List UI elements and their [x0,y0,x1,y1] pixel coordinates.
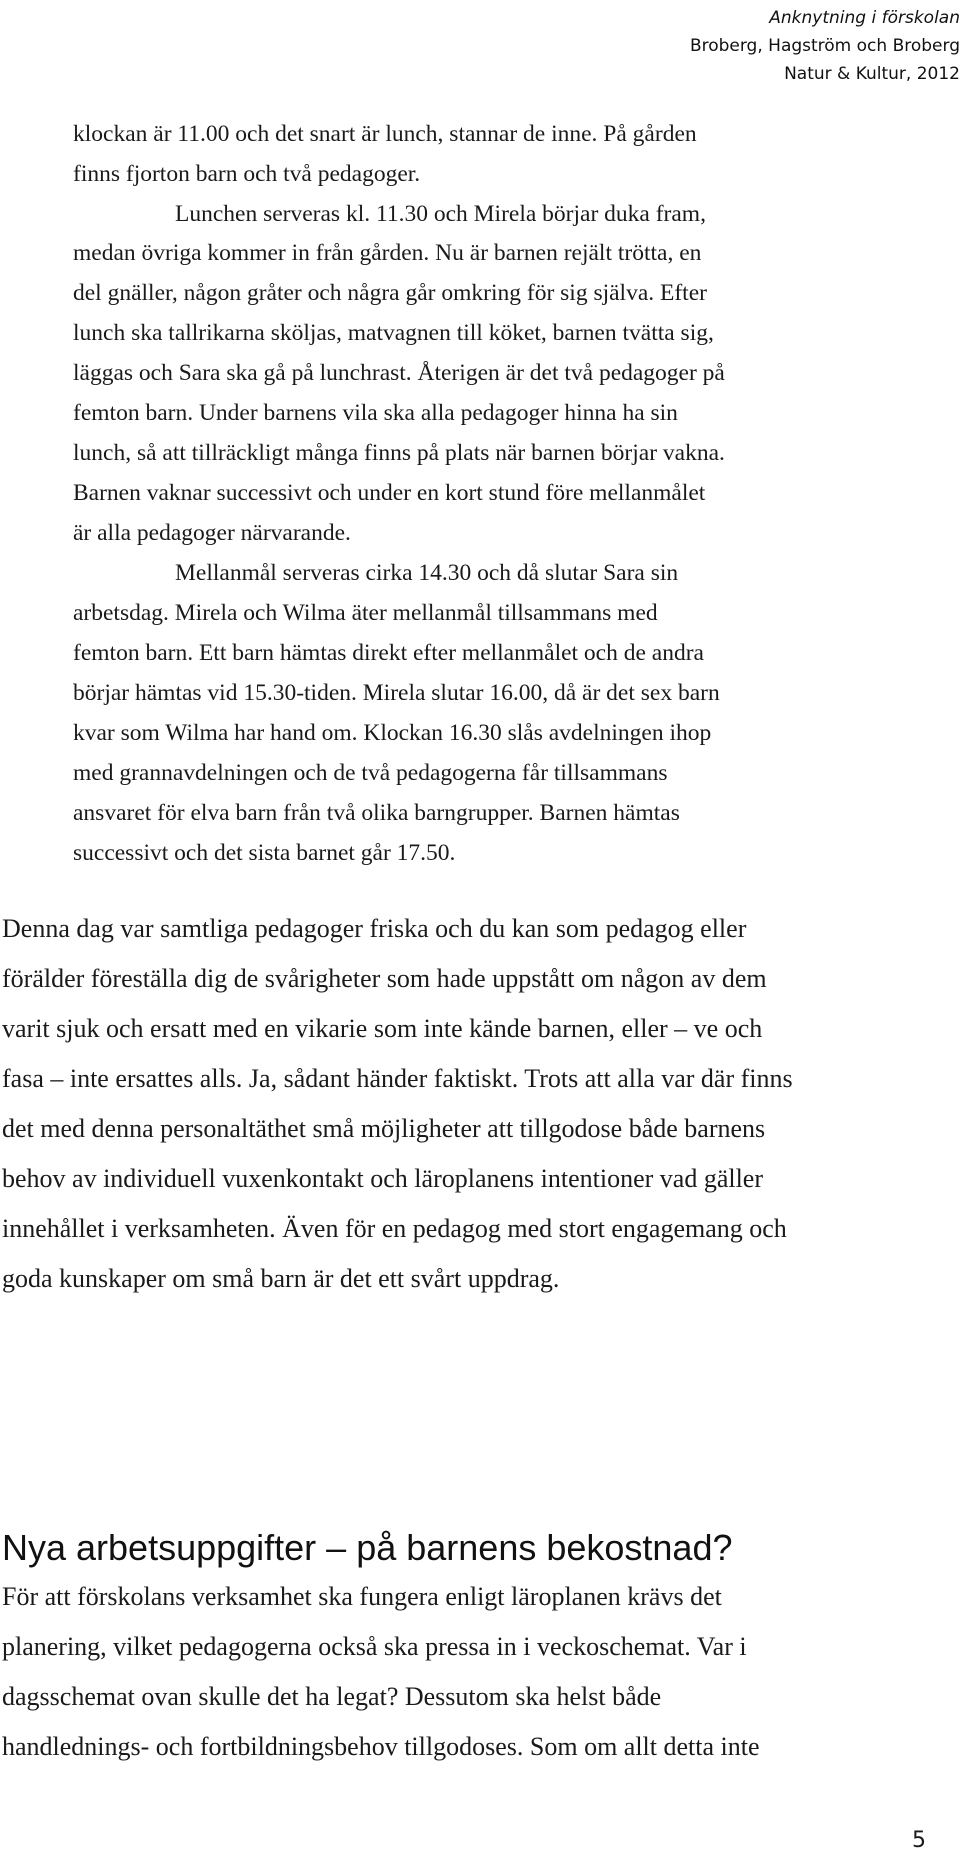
text-line: goda kunskaper om små barn är det ett svårt uppdrag. [2,1264,560,1293]
text-line: Barnen vaknar successivt och under en kort stund före mellanmålet [73,480,706,506]
text-line: medan övriga kommer in från gården. Nu är barnen rejält trötta, en [73,240,702,266]
text-line: fasa – inte ersattes alls. Ja, sådant händer faktiskt. Trots att alla var där finns [2,1064,793,1093]
text-line: Denna dag var samtliga pedagoger friska och du kan som pedagog eller [2,914,747,943]
text-line: del gnäller, någon gråter och några går omkring för sig själva. Efter [73,280,707,306]
text-line: finns fjorton barn och två pedagoger. [73,161,421,187]
text-line: handlednings- och fortbildningsbehov tillgodoses. Som om allt detta inte [2,1732,760,1761]
text-line: femton barn. Ett barn hämtas direkt efter mellanmålet och de andra [73,640,704,666]
text-line: klockan är 11.00 och det snart är lunch, stannar de inne. På gården [73,121,697,147]
text-line: med grannavdelningen och de två pedagogerna får tillsammans [73,760,668,786]
text-line: är alla pedagoger närvarande. [73,520,351,546]
text-line: För att förskolans verksamhet ska fungera enligt läroplanen krävs det [2,1582,722,1611]
text-line: behov av individuell vuxenkontakt och läroplanens intentioner vad gäller [2,1164,764,1193]
text-line: successivt och det sista barnet går 17.50. [73,840,456,866]
page-header [540,4,960,88]
text-line: förälder föreställa dig de svårigheter som hade uppstått om någon av dem [2,964,767,993]
page-number: 5 [912,1828,926,1853]
book-authors: Broberg, Hagström och Broberg [689,36,960,56]
text-line: lunch, så att tillräckligt många finns på plats när barnen börjar vakna. [73,440,725,466]
text-line: ansvaret för elva barn från två olika barngrupper. Barnen hämtas [73,800,680,826]
text-line: dagsschemat ovan skulle det ha legat? Dessutom ska helst både [2,1682,662,1711]
text-line: varit sjuk och ersatt med en vikarie som inte kände barnen, eller – ve och [2,1014,763,1043]
text-line: Mellanmål serveras cirka 14.30 och då slutar Sara sin [175,560,679,586]
text-line: arbetsdag. Mirela och Wilma äter mellanmål tillsammans med [73,600,658,626]
text-line: börjar hämtas vid 15.30-tiden. Mirela slutar 16.00, då är det sex barn [73,680,720,706]
text-line: kvar som Wilma har hand om. Klockan 16.30 slås avdelningen ihop [73,720,712,746]
text-line: femton barn. Under barnens vila ska alla pedagoger hinna ha sin [73,400,678,426]
text-line: lunch ska tallrikarna sköljas, matvagnen till köket, barnen tvätta sig, [73,320,714,346]
section-heading: Nya arbetsuppgifter – på barnens bekostnad? [2,1527,733,1568]
text-line: det med denna personaltäthet små möjligheter att tillgodose både barnens [2,1114,766,1143]
text-line: läggas och Sara ska gå på lunchrast. Återigen är det två pedagoger på [73,360,725,386]
text-line: Lunchen serveras kl. 11.30 och Mirela börjar duka fram, [175,201,706,227]
book-title: Anknytning i förskolan [769,8,960,28]
text-line: innehållet i verksamheten. Även för en pedagog med stort engagemang och [2,1214,787,1243]
text-line: planering, vilket pedagogerna också ska pressa in i veckoschemat. Var i [2,1632,747,1661]
book-publisher: Natur & Kultur, 2012 [784,64,960,84]
